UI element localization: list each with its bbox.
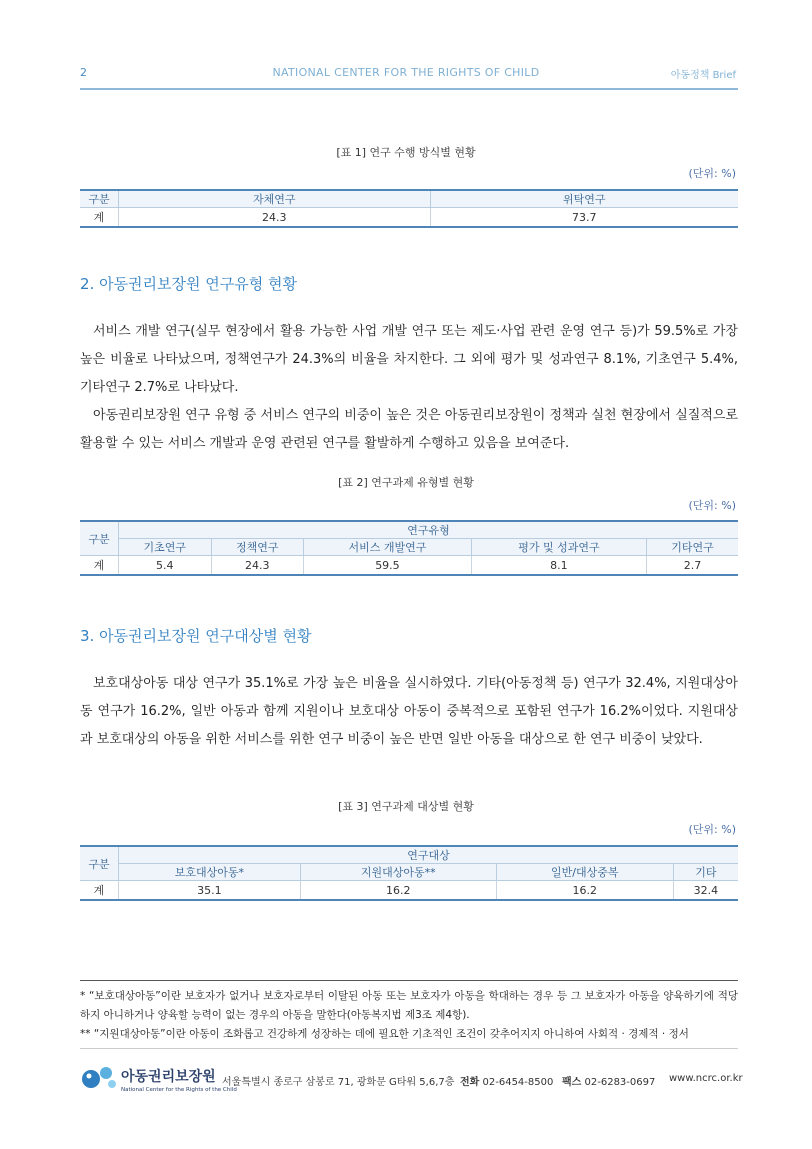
table2: [80, 520, 738, 576]
table3-cell: 32.4: [673, 881, 738, 901]
footnote-1: * “보호대상아동”이란 보호자가 없거나 보호자로부터 이탈된 아동 또는 보호자가 아동을 학대하는 경우 등 그 보호자가 아동을 양육하기에 적당하지 아니하거나 양육할 능력이 없는 경우의 아동을 말한다(아동복지법 제3조 제4항).: [80, 990, 738, 1021]
table2-cell: 2.7: [647, 556, 739, 576]
table3: [80, 845, 738, 901]
table2-group-header: 연구유형: [119, 521, 739, 539]
table1-header-row: [80, 190, 738, 208]
table2-header: 평가 및 성과연구: [471, 539, 646, 556]
footer-fax: [562, 1073, 655, 1088]
section2-paragraph-2: 아동권리보장원 연구 유형 중 서비스 연구의 비중이 높은 것은 아동권리보장원이 정책과 실천 현장에서 실질적으로 활용할 수 있는 서비스 개발과 운영 관련된 연구를 활발하게 수행하고 있음을 보여준다.: [80, 408, 738, 451]
logo-name: 아동권리보장원: [121, 1069, 216, 1085]
table2-header: 기타연구: [647, 539, 739, 556]
section2-title: 2. 아동권리보장원 연구유형 현황: [80, 275, 297, 293]
table3-cell: 35.1: [119, 881, 301, 901]
section3-title: 3. 아동권리보장원 연구대상별 현황: [80, 627, 312, 645]
table3-group-header: 연구대상: [119, 846, 739, 864]
table3-header: 보호대상아동*: [119, 864, 301, 881]
table1-cell: 73.7: [430, 208, 738, 228]
table2-header: 기초연구: [119, 539, 212, 556]
table1-cell: 24.3: [119, 208, 431, 228]
table3-cell: 16.2: [300, 881, 496, 901]
page-number: 2: [80, 66, 87, 79]
logo-icon: [80, 1063, 126, 1091]
brief-label: 아동정책 Brief: [670, 70, 736, 81]
table3-row-label: 계: [80, 881, 119, 901]
table2-cell: 8.1: [471, 556, 646, 576]
phone-label: 전화: [460, 1077, 480, 1088]
table2-header-row: [80, 539, 738, 556]
table2-row-label: 계: [80, 556, 119, 576]
footnote-divider: [80, 980, 738, 981]
table3-corner: 구분: [80, 846, 119, 881]
header-title: NATIONAL CENTER FOR THE RIGHTS OF CHILD: [272, 66, 540, 79]
table2-corner: 구분: [80, 521, 119, 556]
table2-cell: 24.3: [211, 556, 304, 576]
table2-unit: (단위: %): [688, 499, 736, 512]
footnote-2: ** “지원대상아동”이란 아동이 조화롭고 건강하게 성장하는 데에 필요한 기초적인 조건이 갖추어지지 아니하여 사회적 · 경제적 · 정서: [80, 1028, 689, 1040]
header-divider: [80, 88, 738, 90]
table-row: [80, 881, 738, 901]
section2-paragraph-1: 서비스 개발 연구(실무 현장에서 활용 가능한 사업 개발 연구 또는 제도·사업 관련 운영 연구 등)가 59.5%로 가장 높은 비율로 나타났으며, 정책연구가 24.3%의 비율을 차지한다. 그 외에 평가 및 성과연구 8.1%, 기초연구 5.4%, 기타연구 2.7%로 나타났다.: [80, 324, 738, 395]
section3-paragraph-1: 보호대상아동 대상 연구가 35.1%로 가장 높은 비율을 실시하였다. 기타(아동정책 등) 연구가 32.4%, 지원대상아동 연구가 16.2%, 일반 아동과 함께 지원이나 보호대상 아동이 중복적으로 포함된 연구가 16.2%이었다. 지원대상과 보호대상의 아동을 위한 서비스를 위한 연구 비중이 높은 반면 일반 아동을 대상으로 한 연구 비중이 낮았다.: [80, 676, 738, 747]
table3-unit: (단위: %): [688, 823, 736, 836]
fax-number: 02-6283-0697: [584, 1077, 656, 1088]
footer-phone: [460, 1073, 553, 1088]
table3-group-row: [80, 846, 738, 864]
logo-subtitle: National Center for the Rights of the Child: [121, 1087, 237, 1093]
table1-caption: [표 1] 연구 수행 방식별 현황: [336, 146, 476, 159]
table1: [80, 189, 738, 228]
table3-caption: [표 3] 연구과제 대상별 현황: [338, 800, 474, 813]
table3-header: 지원대상아동**: [300, 864, 496, 881]
table1-header: 자체연구: [119, 190, 431, 208]
footer-address: 서울특별시 종로구 삼봉로 71, 광화문 G타워 5,6,7층: [222, 1077, 455, 1088]
table2-header: 정책연구: [211, 539, 304, 556]
table2-group-row: [80, 521, 738, 539]
table3-cell: 16.2: [496, 881, 673, 901]
table2-cell: 5.4: [119, 556, 212, 576]
table-row: [80, 556, 738, 576]
table1-row-label: 계: [80, 208, 119, 228]
footer-url[interactable]: www.ncrc.or.kr: [669, 1073, 743, 1084]
footer-divider: [80, 1048, 738, 1049]
table3-header-row: [80, 864, 738, 881]
fax-label: 팩스: [562, 1077, 582, 1088]
table1-header: 위탁연구: [430, 190, 738, 208]
table2-cell: 59.5: [304, 556, 472, 576]
table2-header: 서비스 개발연구: [304, 539, 472, 556]
table2-caption: [표 2] 연구과제 유형별 현황: [338, 476, 474, 489]
table1-corner: 구분: [80, 190, 119, 208]
table1-unit: (단위: %): [688, 167, 736, 180]
table3-header: 기타: [673, 864, 738, 881]
table-row: [80, 208, 738, 228]
table3-header: 일반/대상중복: [496, 864, 673, 881]
phone-number: 02-6454-8500: [482, 1077, 554, 1088]
